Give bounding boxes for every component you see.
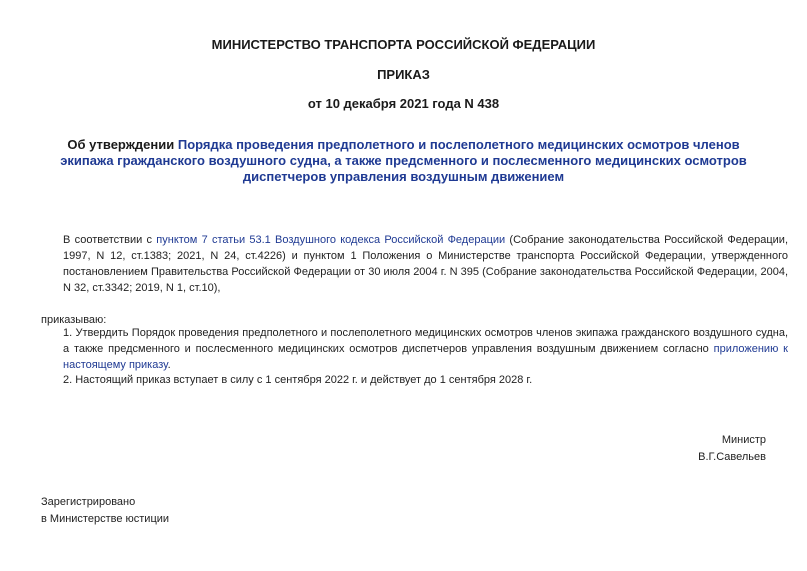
order-item-2: 2. Настоящий приказ вступает в силу с 1 сентября 2022 г. и действует до 1 сентября 2028 г. bbox=[63, 374, 533, 386]
document-title bbox=[40, 137, 767, 185]
order-item-1 bbox=[41, 325, 788, 373]
ministry-heading: МИНИСТЕРСТВО ТРАНСПОРТА РОССИЙСКОЙ ФЕДЕРАЦИИ bbox=[211, 37, 596, 52]
document-date-number: от 10 декабря 2021 года N 438 bbox=[307, 96, 500, 111]
document-type-heading: ПРИКАЗ bbox=[377, 67, 430, 82]
registration-note bbox=[41, 494, 169, 528]
signature-block bbox=[698, 432, 766, 466]
signature-position: Министр bbox=[721, 434, 766, 446]
appendix-link[interactable]: приложению к настоящему приказу bbox=[63, 343, 788, 371]
registration-line-2: в Министерстве юстиции bbox=[41, 513, 170, 525]
item1-text: 1. Утвердить Порядок проведения предполетного и послеполетного медицинских осмотров членов экипажа гражданского воздушного судна, а также предсменного и послесменного медицинских осмотров диспетчеров управления воздушным движением согласно bbox=[63, 327, 788, 355]
air-code-link[interactable]: пунктом 7 статьи 53.1 Воздушного кодекса Российской Федерации bbox=[156, 234, 506, 246]
preamble-paragraph bbox=[41, 232, 788, 296]
order-word: приказываю: bbox=[41, 314, 107, 326]
item1-end: . bbox=[167, 359, 171, 371]
title-link[interactable]: Порядка проведения предполетного и послеполетного медицинских осмотров членов экипажа гражданского воздушного судна, а также предсменного и послесменного медицинских осмотров диспетчеров управления воздушным движением bbox=[60, 137, 747, 184]
signature-name: В.Г.Савельев bbox=[698, 451, 766, 463]
title-prefix: Об утверждении bbox=[67, 137, 178, 152]
registration-line-1: Зарегистрировано bbox=[41, 496, 136, 508]
preamble-rest: (Собрание законодательства Российской Федерации, 1997, N 12, ст.1383; 2021, N 24, ст.4226) и пунктом 1 Положения о Министерстве транспорта Российской Федерации, утвержденного постановлением Правительства Российской Федерации от 30 июля 2004 г. N 395 (Собрание законодательства Российской Федерации, 2004, N 32, ст.3342; 2019, N 1, ст.10), bbox=[63, 234, 789, 294]
preamble-start: В соответствии с bbox=[63, 234, 157, 246]
